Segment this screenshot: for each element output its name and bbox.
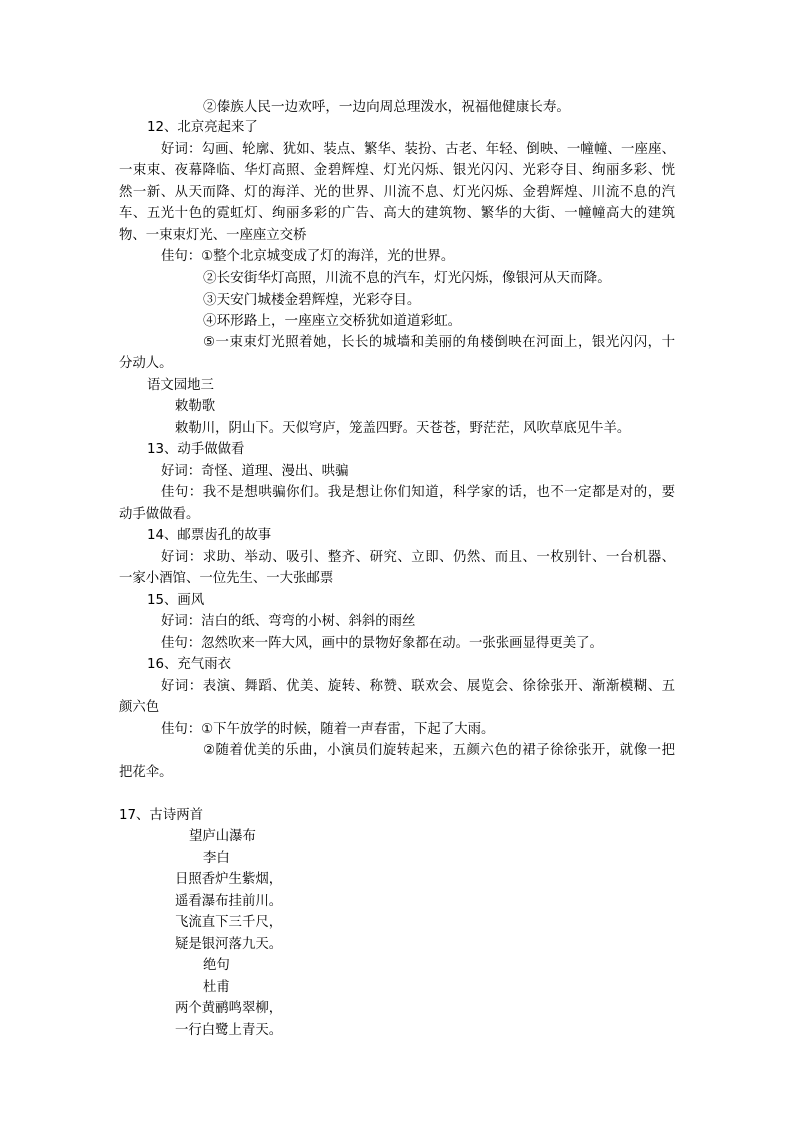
poem-line: 疑是银河落九天。 — [175, 937, 283, 952]
good-words-line: 好词：表演、舞蹈、优美、旋转、称赞、联欢会、展览会、徐徐张开、渐渐模糊、五 — [161, 679, 675, 694]
good-words-line: 车、五光十色的霓虹灯、绚丽多彩的广告、高大的建筑物、繁华的大街、一幢幢高大的建筑 — [119, 206, 675, 221]
good-sentence-line: 佳句：①整个北京城变成了灯的海洋，光的世界。 — [161, 249, 455, 264]
poem-author: 杜甫 — [203, 980, 230, 995]
section-title-13: 13、动手做做看 — [147, 442, 245, 457]
section-title-17: 17、古诗两首 — [119, 808, 203, 823]
good-sentence-line: 佳句：①下午放学的时候，随着一声春雷，下起了大雨。 — [161, 722, 495, 737]
good-sentence-line: 佳句：忽然吹来一阵大风，画中的景物好象都在动。一张张画显得更美了。 — [161, 636, 603, 651]
poem-title: 望庐山瀑布 — [189, 829, 256, 844]
good-sentence-line: ③天安门城楼金碧辉煌，光彩夺目。 — [203, 292, 421, 308]
good-words-line: 然一新、从天而降、灯的海洋、光的世界、川流不息、灯光闪烁、金碧辉煌、川流不息的汽 — [119, 185, 675, 200]
good-sentence-line: 分动人。 — [119, 356, 173, 371]
good-words-line: 颜六色 — [119, 700, 160, 715]
good-words-line: 物、一束束灯光、一座座立交桥 — [119, 228, 307, 243]
good-words-line: 一束束、夜幕降临、华灯高照、金碧辉煌、灯光闪烁、银光闪闪、光彩夺目、绚丽多彩、恍 — [119, 163, 675, 178]
good-words-line: 好词：洁白的纸、弯弯的小树、斜斜的雨丝 — [161, 614, 416, 629]
good-words-line: 好词：奇怪、道理、漫出、哄骗 — [161, 464, 349, 479]
section-title-12: 12、北京亮起来了 — [147, 120, 258, 135]
poem-line: 遥看瀑布挂前川。 — [175, 894, 283, 909]
good-words-line: 一家小酒馆、一位先生、一大张邮票 — [119, 571, 334, 586]
good-sentence-line: ②长安街华灯高照，川流不息的汽车，灯光闪烁，像银河从天而降。 — [203, 270, 611, 286]
good-sentence-line: ②随着优美的乐曲，小演员们旋转起来，五颜六色的裙子徐徐张开，就像一把 — [203, 743, 675, 758]
sentence-line: ②傣族人民一边欢呼，一边向周总理泼水，祝福他健康长寿。 — [203, 99, 571, 115]
section-title-garden: 语文园地三 — [147, 378, 214, 393]
poem-author: 李白 — [203, 851, 230, 866]
section-title-14: 14、邮票齿孔的故事 — [147, 528, 272, 543]
good-sentence-line: ④环形路上，一座座立交桥犹如道道彩虹。 — [203, 313, 462, 329]
good-sentence-line: 把花伞。 — [119, 765, 173, 780]
good-words-line: 好词：勾画、轮廓、犹如、装点、繁华、装扮、古老、年轻、倒映、一幢幢、一座座、 — [161, 142, 675, 157]
section-title-15: 15、画风 — [147, 593, 205, 608]
good-words-line: 好词：求助、举动、吸引、整齐、研究、立即、仍然、而且、一枚别针、一台机器、 — [161, 550, 675, 565]
poem-title: 绝句 — [203, 958, 230, 973]
poem-line: 敕勒川，阴山下。天似穹庐，笼盖四野。天苍苍，野茫茫，风吹草底见牛羊。 — [175, 421, 631, 436]
poem-line: 一行白鹭上青天。 — [175, 1023, 283, 1038]
poem-title: 敕勒歌 — [175, 399, 216, 414]
section-title-16: 16、充气雨衣 — [147, 657, 231, 672]
good-sentence-line: ⑤一束束灯光照着她，长长的城墙和美丽的角楼倒映在河面上，银光闪闪，十 — [203, 335, 675, 350]
poem-line: 飞流直下三千尺， — [175, 915, 283, 930]
poem-line: 两个黄鹂鸣翠柳， — [175, 1001, 283, 1016]
good-sentence-line: 佳句：我不是想哄骗你们。我是想让你们知道，科学家的话，也不一定都是对的，要 — [161, 485, 675, 500]
good-sentence-line: 动手做做看。 — [119, 507, 200, 522]
poem-line: 日照香炉生紫烟， — [175, 872, 283, 887]
